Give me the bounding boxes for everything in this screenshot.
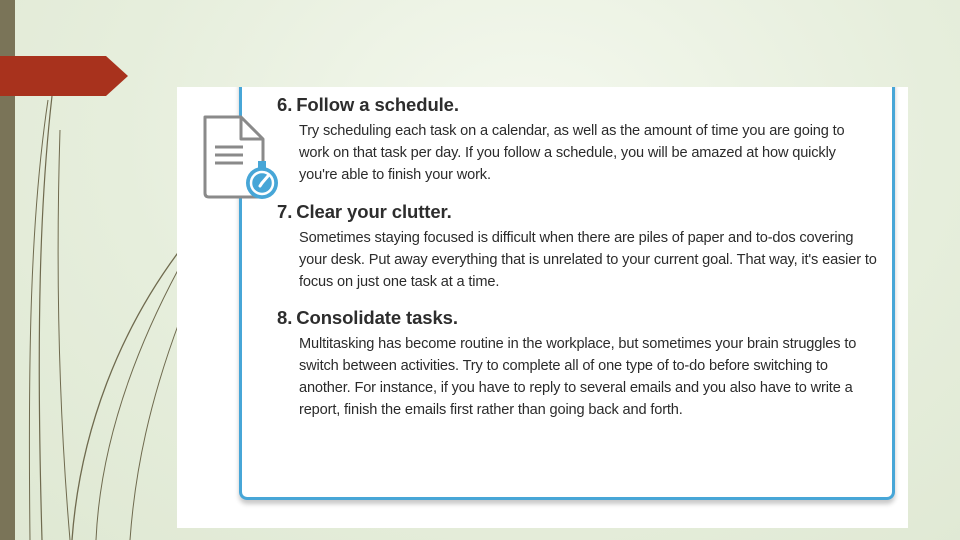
- red-arrow-banner: [0, 56, 128, 96]
- tip-number: 8.: [277, 307, 293, 328]
- tip-heading-text: Clear your clutter.: [296, 201, 452, 222]
- tip-heading-text: Follow a schedule.: [296, 94, 459, 115]
- tip-heading: [277, 307, 877, 329]
- tip-item-7: [277, 201, 877, 293]
- tip-body: Try scheduling each task on a calendar, as well as the amount of time you are going to work on that task per day. If you follow a schedule, you will be amazed at how quickly you're able to finish your work.: [299, 123, 845, 183]
- tip-heading-text: Consolidate tasks.: [296, 307, 458, 328]
- tip-body: Multitasking has become routine in the workplace, but sometimes your brain struggles to switch between activities. Try to complete all of one type of to-do before switching to another. For instance, if you have to reply to several emails and you also have to write a report, finish the emails first rather than going back and forth.: [299, 336, 857, 418]
- tip-item-8: [277, 307, 877, 421]
- tip-heading: [277, 94, 877, 116]
- tip-body: Sometimes staying focused is difficult when there are piles of paper and to-dos covering your desk. Put away everything that is unrelated to your current goal. That way, it's easier to focus on just one task at a time.: [299, 230, 877, 290]
- content-panel: [177, 87, 908, 528]
- tip-heading: [277, 201, 877, 223]
- tip-item-6: [277, 94, 877, 186]
- tip-number: 7.: [277, 201, 293, 222]
- tip-number: 6.: [277, 94, 293, 115]
